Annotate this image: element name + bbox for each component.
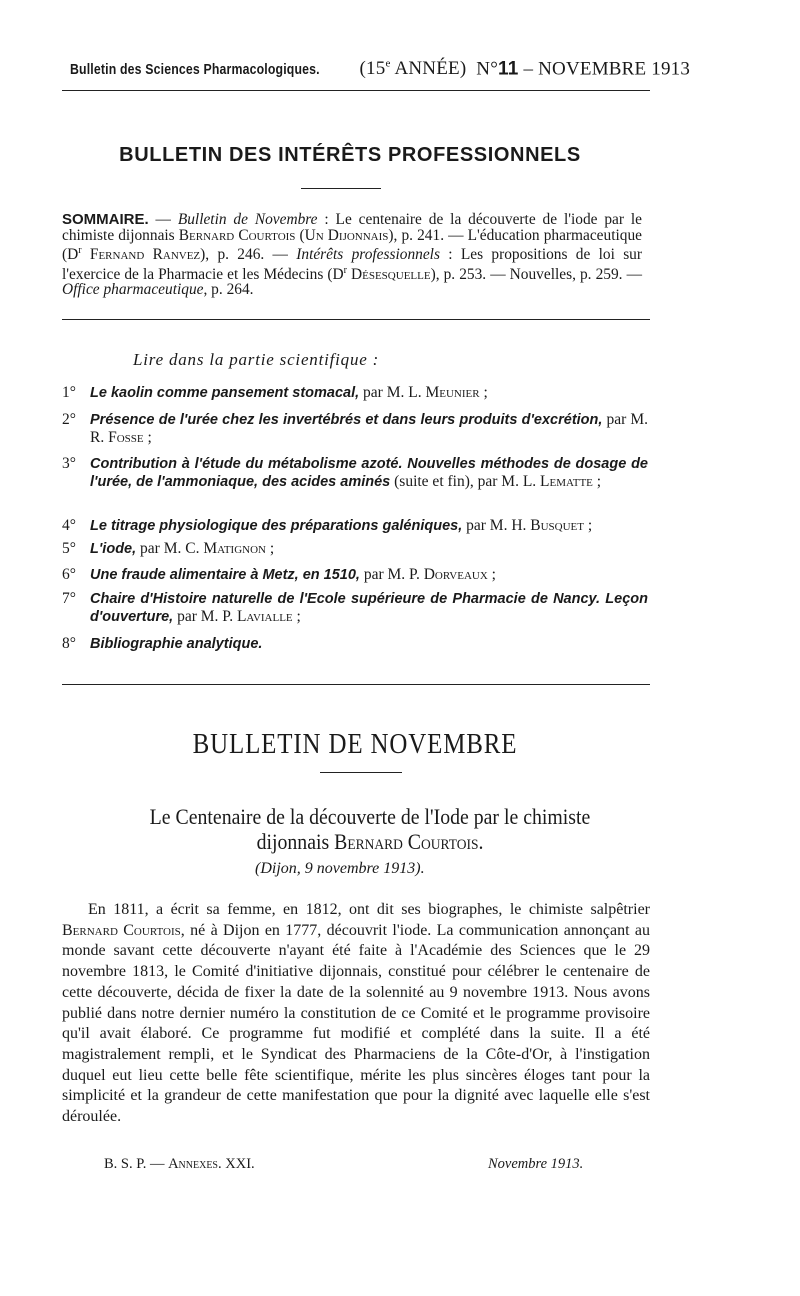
bulletin-heading: BULLETIN DE NOVEMBRE (192, 728, 518, 760)
toc-rule (62, 684, 650, 685)
journal-name: Bulletin des Sciences Pharmacologiques. (70, 61, 320, 79)
issue-number: N°11 (476, 58, 519, 80)
bulletin-underline (320, 772, 402, 773)
title-underline (301, 188, 381, 189)
document-page: Bulletin des Sciences Pharmacologiques. (15e ANNÉE) N°11 – NOVEMBRE 1913 BULLETIN DES INTÉRÊTS PROFESSIONNELS SOMMAIRE. — Bulletin de Novembre : Le centenaire de la découverte de l'iode par le chimiste dijonnais Bernard Courtois (Un Dijonnais), p. 241. — L'éducation pharmaceutique ($D^r$ Fernand Ranvez), p. 246. — Intérêts professionnels : Les propositions de loi sur l'exercice de la Pharmacie et les Médecins ($D^r$ Désesquelle), p. 253. — Nouvelles, p. 259. — Office pharmaceutique, p. 264. Lire dans la partie scientifique : 1° Le kaolin comme pansement stomacal, par M. L. Meunier ; 2° Présence de l'urée chez les invertébrés et dans leurs produits d'excrétion, par M. R. Fosse ; 3° Contribution à l'étude du métabolisme azoté. Nouvelles méthodes de dosage de l'urée, de l'ammoniaque, des acides aminés (suite et fin), par M. L. Lematte ; 4° Le titrage physiologique des préparations galéniques, par M. H. Busquet ; 5° L'iode, par M. C. Matignon ; 6° Une fraude alimentaire à Metz, en 1510, par M. P. Dorveaux ; 7° Chaire d'Histoire naturelle de l'Ecole supérieure de Pharmacie de Nancy. Leçon d'ouverture, par M. P. Lavialle ; 8° Bibliographie analytique. BULLETIN DE NOVEMBRE Le Centenaire de la découverte de l'Iode par le chimiste dijonnais Bernard Courtois. (Dijon, 9 novembre 1913). En 1811, a écrit sa femme, en 1812, ont dit ses biographes, le chimiste salpêtrier Bernard Courtois, né à Dijon en 1777, découvrit l'iode. La communication annonçant au monde savant cette découverte n'ayant été faite à l'Académie des Sciences que le 29 novembre 1813, le Comité d'initiative dijonnais, constitué pour célébrer le centenaire de cette découverte, décida de fixer la date de la solennité au 9 novembre 1913. Nous avons publié dans notre dernier numéro la constitution de ce Comité et le programme provisoire qu'il avait élaboré. Ce programme fut modifié et complété dans la suite. Il a été magistralement rempli, et le Syndicat des Pharmaciens de la Côte-d'Or, à l'instigation duquel eut lieu cette belle fête scientifique, mérite les plus sincères éloges tant pour la simplicité et la grandeur de cette manifestation que pour la dignité avec laquelle elle s'est déroulée. B. S. P. — Annexes. XXI. Novembre 1913. (0, 0, 800, 1296)
summary-paragraph: SOMMAIRE. — Bulletin de Novembre : Le centenaire de la découverte de l'iode par le chimiste dijonnais Bernard Courtois (Un Dijonnais), p. 241. — L'éducation pharmaceutique ($D^r$ Fernand Ranvez), p. 246. — Intérêts professionnels : Les propositions de loi sur l'exercice de la Pharmacie et les Médecins ($D^r$ Désesquelle), p. 253. — Nouvelles, p. 259. — Office pharmaceutique, p. 264. (62, 211, 643, 299)
article-title: Le Centenaire de la découverte de l'Iode par le chimiste dijonnais Bernard Courtois. (149, 804, 591, 854)
summary-label: SOMMAIRE. (62, 211, 149, 228)
section-title: BULLETIN DES INTÉRÊTS PROFESSIONNELS (119, 144, 581, 166)
issue-date: – NOVEMBRE 1913 (523, 58, 691, 80)
running-head (70, 58, 691, 80)
header-rule (62, 90, 650, 91)
year-text: (15e ANNÉE) (359, 58, 467, 80)
page-footer-right: Novembre 1913. (488, 1156, 584, 1172)
scientific-part-heading: Lire dans la partie scientifique : (133, 350, 380, 369)
article-body: En 1811, a écrit sa femme, en 1812, ont dit ses biographes, le chimiste salpêtrier Bernard Courtois, né à Dijon en 1777, découvrit l'iode. La communication annonçant au monde savant cette découverte n'ayant été faite à l'Académie des Sciences que le 29 novembre 1813, le Comité d'initiative dijonnais, constitué pour célébrer le centenaire de cette découverte, décida de fixer la date de la solennité au 9 novembre 1913. Nous avons publié dans notre dernier numéro la constitution de ce Comité et le programme provisoire qu'il avait élaboré. Ce programme fut modifié et complété dans la suite. Il a été magistralement rempli, et le Syndicat des Pharmaciens de la Côte-d'Or, à l'instigation duquel eut lieu cette belle fête scientifique, mérite les plus sincères éloges tant pour la simplicité et la grandeur de cette manifestation que pour la dignité avec laquelle elle s'est déroulée. (62, 901, 650, 1126)
page-footer-left: B. S. P. — Annexes. XXI. (104, 1156, 255, 1172)
summary-rule (62, 319, 650, 320)
article-dateline: (Dijon, 9 novembre 1913). (255, 860, 425, 877)
